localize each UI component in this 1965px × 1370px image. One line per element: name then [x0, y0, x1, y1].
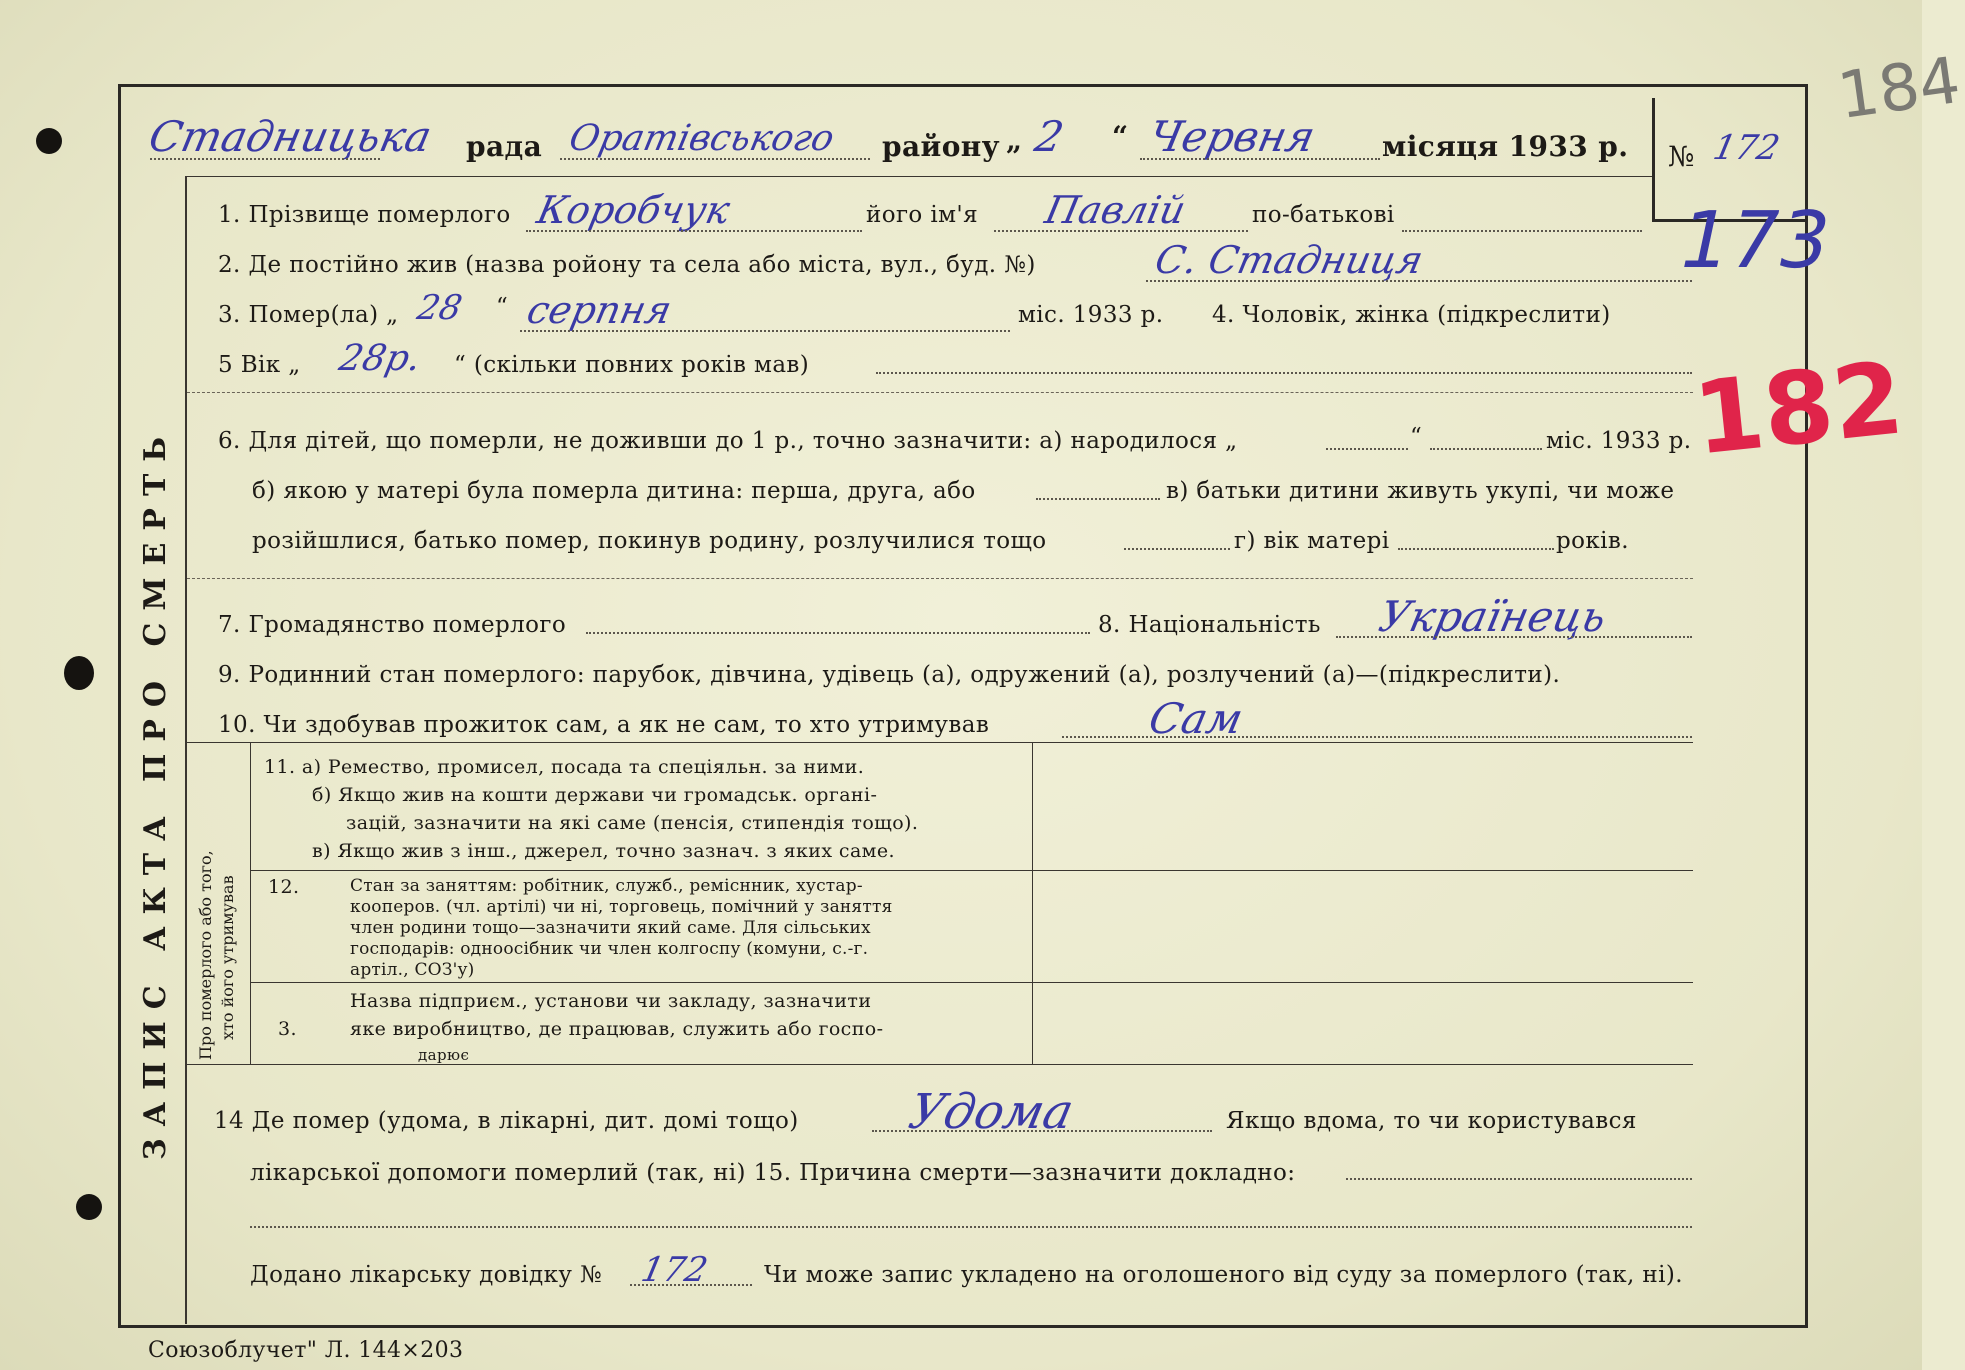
row3-label: 3. Помер(ла) „ — [218, 302, 399, 328]
quote-open: „ — [1006, 124, 1023, 157]
certificate-label: Додано лікарську довідку № — [250, 1262, 603, 1288]
blank-line — [560, 158, 870, 160]
age-handwritten: 28р. — [335, 338, 425, 379]
blank-line — [1326, 448, 1408, 450]
row12-line: кооперов. (чл. артілі) чи ні, торговець, помічний у заняття — [350, 897, 893, 917]
quote-close: “ — [1410, 424, 1423, 450]
row13-number: 3. — [278, 1018, 297, 1040]
row12-line: Стан за заняттям: робітник, служб., реміснник, хустар- — [350, 876, 863, 896]
blank-line — [1140, 158, 1380, 160]
row11-b1: б) Якщо жив на кошти держави чи громадськ. органі- — [312, 784, 878, 806]
section-divider — [187, 1064, 1693, 1065]
row10-label: 10. Чи здобував прожиток сам, а як не сам, то хто утримував — [218, 712, 990, 738]
row12-line: член родини тощо—зазначити який саме. Для сільських — [350, 918, 871, 938]
row6-line2a: б) якою у матері була померла дитина: перша, друга, або — [252, 478, 976, 504]
row6-line3c: років. — [1556, 528, 1629, 554]
row13-line: яке виробництво, де працював, служить або госпо- — [350, 1018, 884, 1040]
punch-hole — [76, 1194, 102, 1220]
row11-c: в) Якщо жив з інш., джерел, точно зазнач. з яких саме. — [312, 840, 895, 862]
table-divider — [1032, 742, 1033, 1064]
blank-line — [876, 372, 1692, 374]
form-title-text: ЗАПИС АКТА ПРО СМЕРТЬ — [138, 424, 173, 1160]
section-divider — [187, 578, 1693, 579]
blank-line — [994, 230, 1248, 232]
row5-tail: “ (скільки повних років мав) — [454, 352, 810, 378]
blue-archive-number: 173 — [1670, 196, 1839, 286]
death-year: міс. 1933 р. — [1018, 302, 1164, 328]
death-month-handwritten: серпня — [523, 288, 676, 332]
blank-line — [1346, 1178, 1692, 1180]
blank-line — [630, 1284, 752, 1286]
row6-line3a: розійшлися, батько помер, покинув родину, розлучилися тощо — [252, 528, 1047, 554]
inner-border — [185, 176, 187, 1324]
residence-handwritten: С. Стадниця — [1151, 238, 1427, 282]
row6-line3b: г) вік матері — [1234, 528, 1390, 554]
row1-label: 1. Прізвище померлого — [218, 202, 511, 228]
printer-mark: Союзоблучет" Л. 144×203 — [148, 1338, 464, 1363]
district-handwritten: Оратівського — [565, 118, 838, 159]
section-divider — [187, 392, 1693, 393]
month-year-label: місяця 1933 р. — [1382, 130, 1629, 163]
death-day-handwritten: 28 — [413, 288, 466, 328]
blank-line — [520, 330, 1010, 332]
table-divider — [250, 982, 1693, 983]
row2-label: 2. Де постійно жив (назва ройону та села або міста, вул., буд. №) — [218, 252, 1036, 278]
blank-line — [526, 230, 862, 232]
blank-line — [872, 1130, 1212, 1132]
number-label: № — [1668, 140, 1695, 173]
table-divider — [250, 742, 251, 1064]
blank-line — [150, 158, 380, 160]
blank-line — [1036, 498, 1160, 500]
row7-label: 7. Громадянство померлого — [218, 612, 567, 638]
month-handwritten: Червня — [1144, 112, 1320, 161]
nationality-handwritten: Українець — [1374, 592, 1611, 641]
blank-line — [1146, 280, 1692, 282]
row6-line2b: в) батьки дитини живуть укупі, чи може — [1166, 478, 1675, 504]
blank-line — [1402, 230, 1642, 232]
patronymic-label: по-батькові — [1252, 202, 1395, 228]
row13-line: дарює — [418, 1046, 470, 1064]
blank-line — [1398, 548, 1554, 550]
quote-close: “ — [1112, 120, 1129, 153]
section-divider — [187, 742, 1693, 743]
name-handwritten: Павлій — [1041, 188, 1190, 232]
header-rule — [185, 176, 1652, 177]
row5-label: 5 Вік „ — [218, 352, 301, 378]
blank-line — [1430, 448, 1542, 450]
red-archive-number: 182 — [1688, 339, 1909, 478]
surname-handwritten: Коробчук — [533, 188, 734, 232]
row14-line2: лікарської допомоги померлий (так, ні) 15. Причина смерти—зазначити докладно: — [250, 1160, 1296, 1186]
row12-number: 12. — [268, 876, 300, 898]
day-handwritten: 2 — [1030, 112, 1068, 161]
blank-line — [250, 1226, 1692, 1228]
blank-line — [1336, 636, 1692, 638]
row11-a: 11. а) Ремество, промисел, посада та спеціяльн. за ними. — [264, 756, 865, 778]
row13-line: Назва підприєм., установи чи закладу, зазначити — [350, 990, 872, 1012]
side-note-line: Про померлого або того, — [196, 850, 215, 1060]
footer-tail: Чи може запис укладено на оголошеного від суду за померлого (так, ні). — [764, 1262, 1683, 1288]
row12-line: господарів: одноосібник чи член колгоспу (комуни, с.-г. — [350, 939, 869, 959]
blank-line — [1124, 548, 1230, 550]
sex-label: 4. Чоловік, жінка (підкреслити) — [1212, 302, 1611, 328]
certificate-number-handwritten: 172 — [637, 1250, 712, 1290]
punch-hole — [64, 656, 94, 690]
row11-b2: зацій, зазначити на які саме (пенсія, стипендія тощо). — [346, 812, 919, 834]
side-note-line: хто його утримував — [218, 875, 237, 1040]
death-place-handwritten: Удома — [904, 1084, 1079, 1140]
raion-label: району — [882, 130, 1000, 163]
village-handwritten: Стадницька — [144, 112, 436, 161]
punch-hole — [36, 128, 62, 154]
pencil-archive-number: 184 — [1833, 43, 1965, 135]
name-label: його ім'я — [866, 202, 979, 228]
support-handwritten: Сам — [1144, 694, 1248, 743]
number-handwritten: 172 — [1709, 128, 1784, 168]
row12-line: артіл., СОЗ'у) — [350, 960, 475, 980]
row14-label: 14 Де помер (удома, в лікарні, дит. домі тощо) — [214, 1108, 799, 1134]
nationality-label: 8. Національність — [1098, 612, 1321, 638]
row9-label: 9. Родинний стан померлого: парубок, дівчина, удівець (а), одружений (а), розлучений (а)—(підкреслити). — [218, 662, 1561, 688]
quote-close: “ — [496, 294, 509, 320]
blank-line — [1062, 736, 1692, 738]
rada-label: рада — [466, 130, 543, 163]
table-divider — [250, 870, 1693, 871]
row6-year: міс. 1933 р. — [1546, 428, 1692, 454]
row14-tail: Якщо вдома, то чи користувався — [1226, 1108, 1637, 1134]
blank-line — [586, 632, 1090, 634]
row6-line1: 6. Для дітей, що померли, не доживши до 1 р., точно зазначити: а) народилося „ — [218, 428, 1238, 454]
